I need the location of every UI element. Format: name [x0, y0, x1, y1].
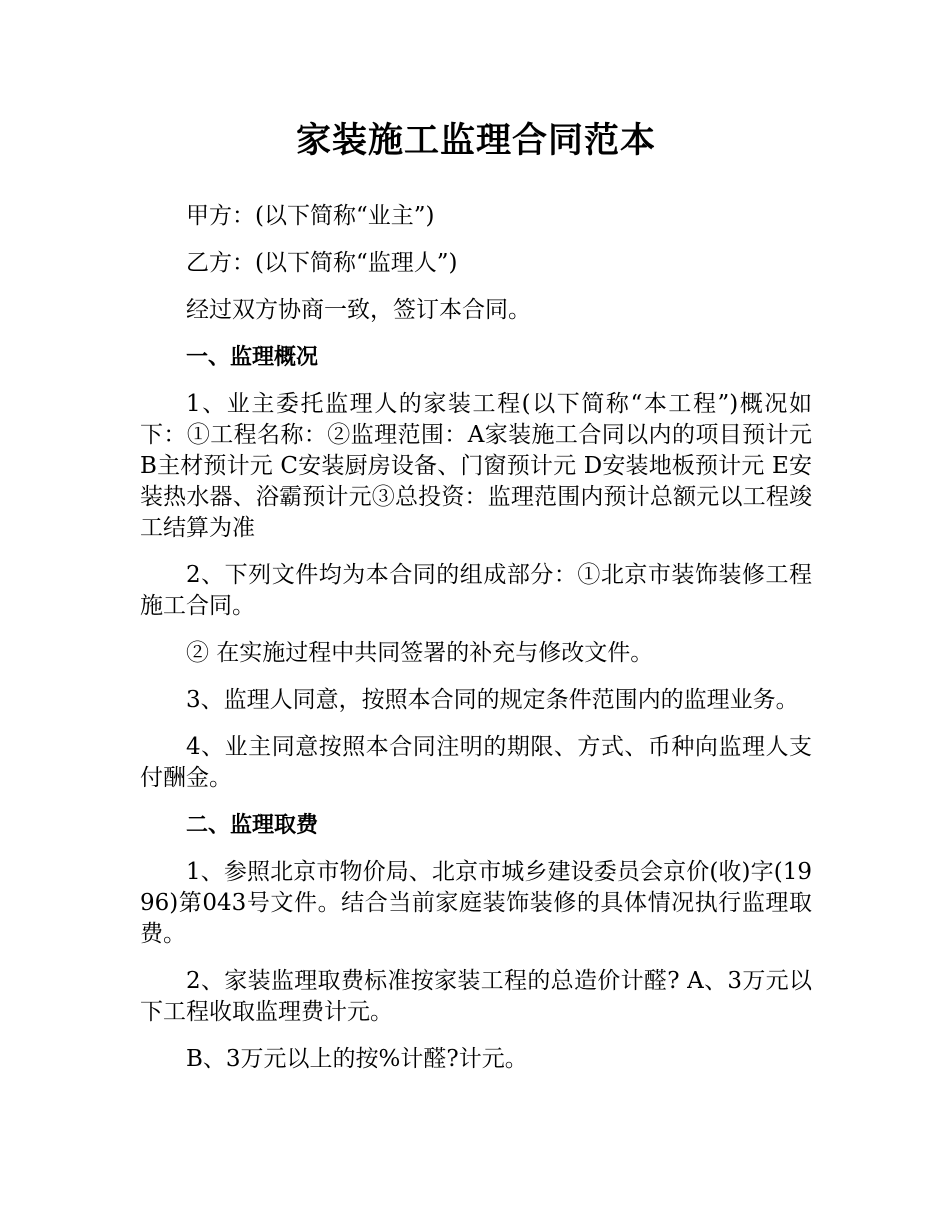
clause-owner-payment: 4、业主同意按照本合同注明的期限、方式、币种向监理人支付酬金。: [140, 734, 812, 791]
party-a-line: 甲方：(以下简称“业主”): [186, 203, 435, 229]
party-b-line: 乙方：(以下简称“监理人”): [186, 250, 458, 276]
clause-fee-reference: 1、参照北京市物价局、北京市城乡建设委员会京价(收)字(1996)第043号文件。结合当前家庭装饰装修的具体情况执行监理取费。: [140, 859, 812, 947]
section-heading-fees: 二、监理取费: [186, 813, 319, 838]
clause-project-overview: 1、业主委托监理人的家装工程(以下简称“本工程”)概况如下：①工程名称：②监理范围：A家装施工合同以内的项目预计元 B主材预计元 C安装厨房设备、门窗预计元 D安装地板预计元 E安装热水器、浴霸预计元③总投资：监理范围内预计总额元以工程竣工结算为准: [140, 391, 812, 541]
clause-fee-above-threshold: B、3万元以上的按%计醛?计元。: [186, 1046, 528, 1072]
document-title: 家装施工监理合同范本: [295, 121, 656, 161]
clause-contract-documents: 2、下列文件均为本合同的组成部分：①北京市装饰装修工程施工合同。: [140, 562, 812, 619]
section-heading-overview: 一、监理概况: [186, 345, 319, 370]
agreement-line: 经过双方协商一致，签订本合同。: [186, 297, 531, 323]
clause-supplementary-documents: ② 在实施过程中共同签署的补充与修改文件。: [186, 640, 654, 666]
clause-supervisor-agreement: 3、监理人同意，按照本合同的规定条件范围内的监理业务。: [186, 687, 799, 713]
clause-fee-standard: 2、家装监理取费标准按家装工程的总造价计醛? A、3万元以下工程收取监理费计元。: [140, 968, 812, 1025]
